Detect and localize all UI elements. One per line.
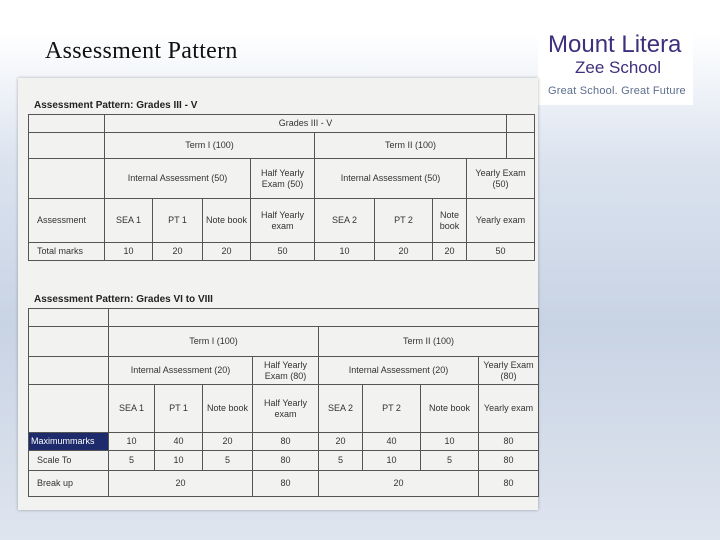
scale-cell: 5 [109,451,155,471]
col-pt1: PT 1 [153,199,203,243]
term2-header: Term II (100) [315,133,507,159]
max-cell: 10 [421,433,479,451]
row-label-assessment: Assessment [29,199,105,243]
total-cell: 20 [203,243,251,261]
total-cell: 20 [375,243,433,261]
max-cell: 20 [319,433,363,451]
breakup-cell: 20 [109,471,253,497]
col-half-yearly: Half Yearly exam [251,199,315,243]
scale-cell: 5 [421,451,479,471]
col-yearly: Yearly exam [467,199,535,243]
max-cell: 40 [155,433,203,451]
term1-header: Term I (100) [109,327,319,357]
internal-assessment-1: Internal Assessment (50) [105,159,251,199]
max-cell: 80 [479,433,539,451]
row-label-breakup: Break up [29,471,109,497]
scale-cell: 10 [363,451,421,471]
row-label-max-marks: Maximummarks [29,433,109,451]
table1-heading: Assessment Pattern: Grades III - V [34,100,198,111]
scale-cell: 5 [319,451,363,471]
col-half-yearly: Half Yearly exam [253,385,319,433]
col-pt2: PT 2 [363,385,421,433]
table-grades-3-5 [28,114,535,261]
logo-line-1: Mount Litera [548,31,682,58]
col-notebook1: Note book [203,385,253,433]
col-sea1: SEA 1 [105,199,153,243]
total-cell: 20 [153,243,203,261]
slide-title: Assessment Pattern [45,38,238,64]
total-cell: 20 [433,243,467,261]
col-sea2: SEA 2 [319,385,363,433]
term2-header: Term II (100) [319,327,539,357]
max-cell: 20 [203,433,253,451]
table-grades-6-8 [28,308,539,497]
document-photo [18,78,538,510]
col-notebook2: Note book [433,199,467,243]
logo-tagline: Great School. Great Future [548,85,686,97]
total-cell: 10 [315,243,375,261]
row-label-scale: Scale To [29,451,109,471]
breakup-cell: 20 [319,471,479,497]
breakup-cell: 80 [479,471,539,497]
half-yearly-exam-header: Half Yearly Exam (80) [253,357,319,385]
scale-cell: 80 [253,451,319,471]
internal-assessment-1: Internal Assessment (20) [109,357,253,385]
col-pt2: PT 2 [375,199,433,243]
yearly-exam-header: Yearly Exam (80) [479,357,539,385]
school-logo [538,20,693,105]
term1-header: Term I (100) [105,133,315,159]
max-cell: 80 [253,433,319,451]
col-notebook2: Note book [421,385,479,433]
col-yearly: Yearly exam [479,385,539,433]
col-sea1: SEA 1 [109,385,155,433]
col-sea2: SEA 2 [315,199,375,243]
scale-cell: 80 [479,451,539,471]
half-yearly-exam-header: Half Yearly Exam (50) [251,159,315,199]
internal-assessment-2: Internal Assessment (50) [315,159,467,199]
internal-assessment-2: Internal Assessment (20) [319,357,479,385]
logo-line-2: Zee School [575,58,661,77]
total-cell: 50 [467,243,535,261]
total-cell: 50 [251,243,315,261]
scale-cell: 10 [155,451,203,471]
grade-label: Grades III - V [105,115,507,133]
scale-cell: 5 [203,451,253,471]
breakup-cell: 80 [253,471,319,497]
table2-heading: Assessment Pattern: Grades VI to VIII [34,294,213,305]
row-label-total: Total marks [29,243,105,261]
total-cell: 10 [105,243,153,261]
max-cell: 40 [363,433,421,451]
max-cell: 10 [109,433,155,451]
col-pt1: PT 1 [155,385,203,433]
yearly-exam-header: Yearly Exam (50) [467,159,535,199]
col-notebook1: Note book [203,199,251,243]
